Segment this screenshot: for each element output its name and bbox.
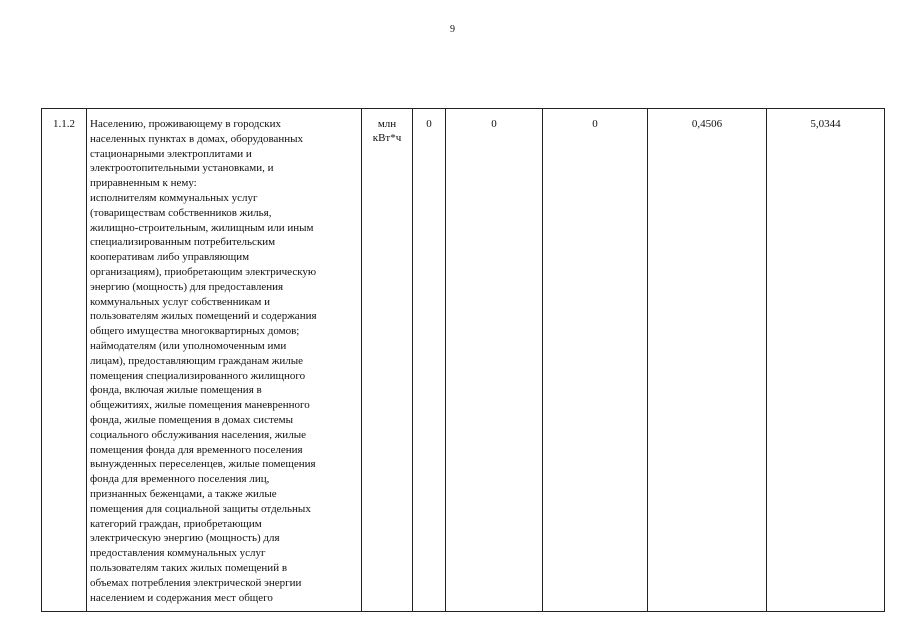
unit-label: млн кВт*ч xyxy=(372,118,402,144)
table-row xyxy=(42,109,885,612)
value-2: 0 xyxy=(491,118,497,130)
value-cell-2 xyxy=(446,109,543,612)
page-number: 9 xyxy=(450,24,455,35)
value-cell-1 xyxy=(413,109,446,612)
row-number: 1.1.2 xyxy=(53,118,75,130)
value-3: 0 xyxy=(592,118,598,130)
tariff-table xyxy=(41,108,885,612)
value-5: 5,0344 xyxy=(810,118,841,130)
value-cell-4 xyxy=(648,109,767,612)
value-cell-5 xyxy=(767,109,885,612)
value-1: 0 xyxy=(426,118,432,130)
row-number-cell xyxy=(42,109,87,612)
unit-cell xyxy=(362,109,413,612)
row-description: Населению, проживающему в городских населенных пунктах в домах, оборудованных стационарными электроплитами и электроотопительными установками, и приравненным к нему: исполнителям коммунальных услуг (товариществам собственников жилья, жилищно-строительным, жилищным или иным специализированным потребительским кооперативам либо управляющим организациям), приобретающим электрическую энергию (мощность) для предоставления коммунальных услуг собственникам и пользователям жилых помещений и содержания общего имущества многоквартирных домов; наймодателям (или уполномоченным ими лицам), предоставляющим гражданам жилые помещения специализированного жилищного фонда, включая жилые помещения в общежитиях, жилые помещения маневренного фонда, жилые помещения в домах системы социального обслуживания населения, жилые помещения фонда для временного поселения вынужденных переселенцев, жилые помещения фонда для временного поселения лиц, признанных беженцами, а также жилые помещения для социальной защиты отдельных категорий граждан, приобретающим электрическую энергию (мощность) для предоставления коммунальных услуг пользователям таких жилых помещений в объемах потребления электрической энергии населением и содержания мест общего xyxy=(90,118,317,604)
value-cell-3 xyxy=(543,109,648,612)
value-4: 0,4506 xyxy=(691,118,723,130)
description-cell xyxy=(87,109,362,612)
